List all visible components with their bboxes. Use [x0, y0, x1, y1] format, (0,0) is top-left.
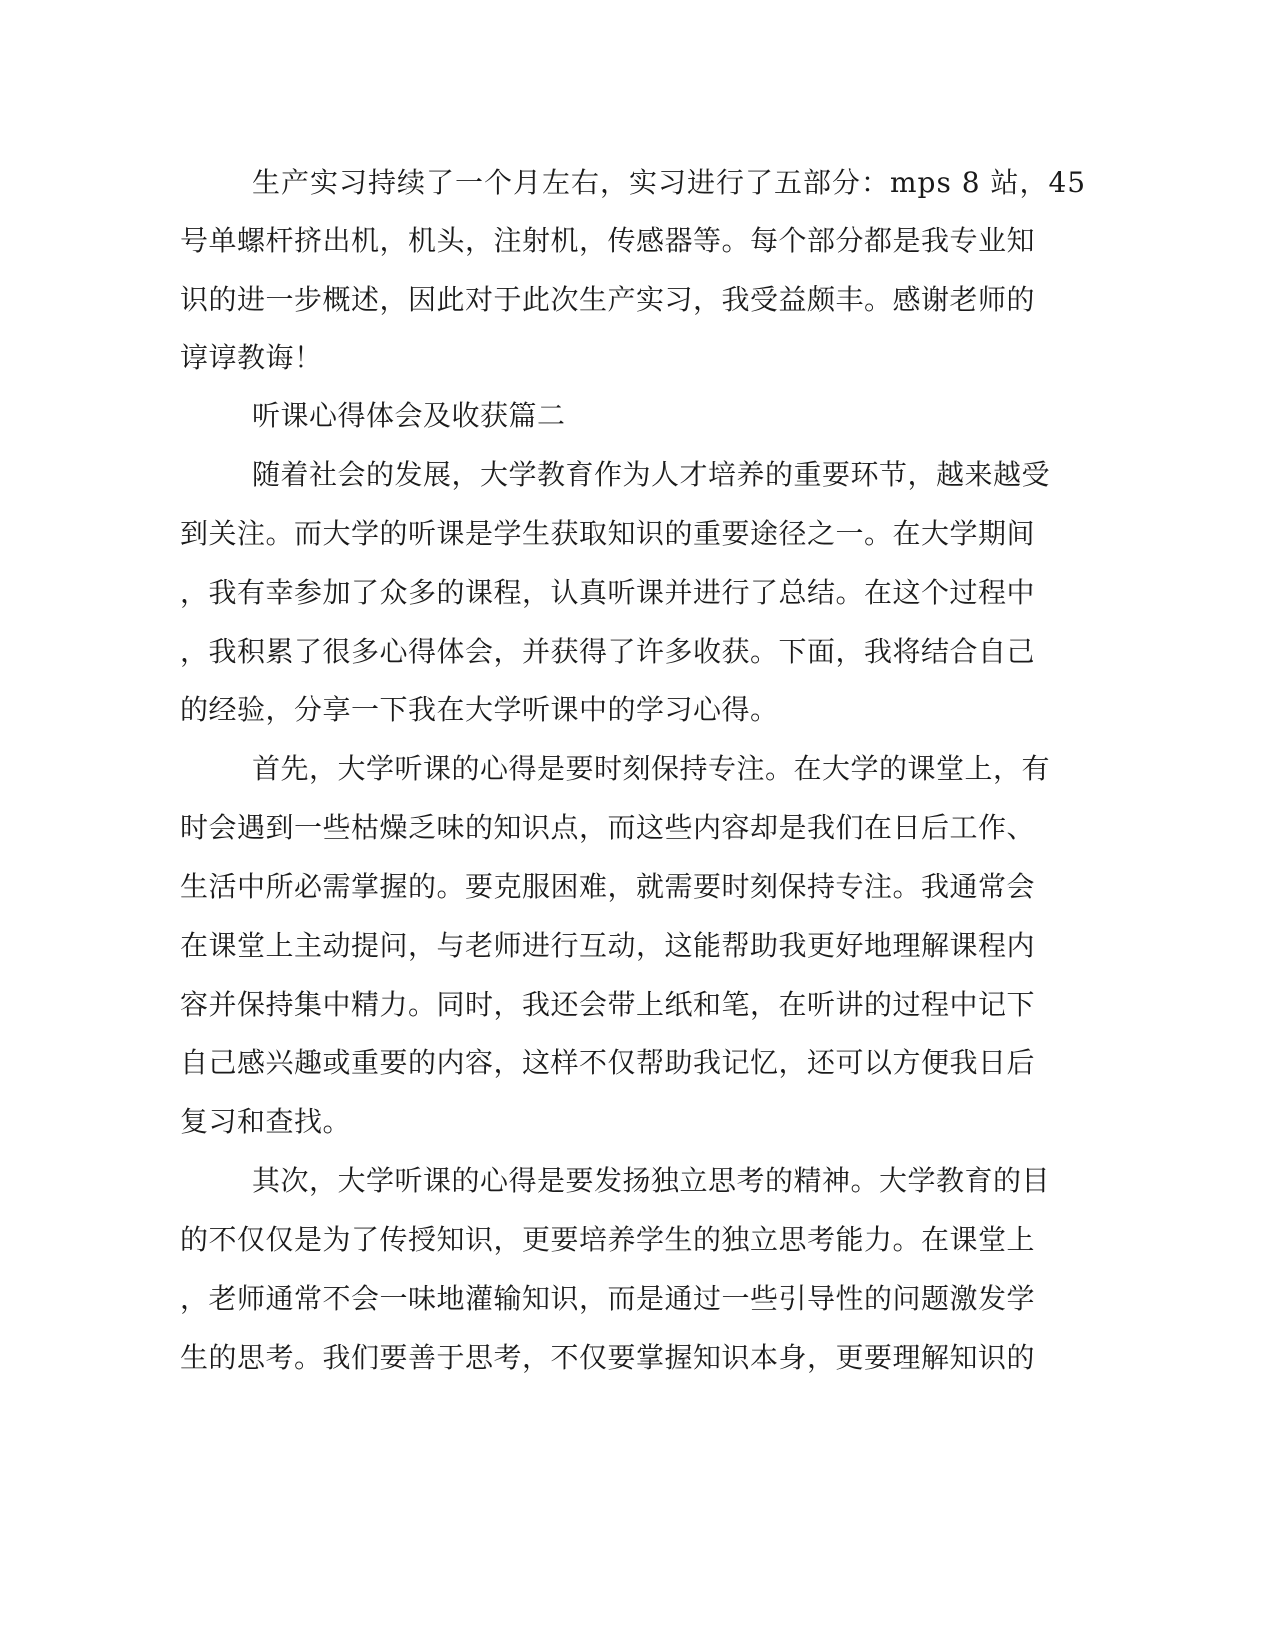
text-line: 识的进一步概述，因此对于此次生产实习，我受益颇丰。感谢老师的	[180, 283, 1036, 316]
section-heading: 听课心得体会及收获篇二	[252, 399, 566, 432]
text-line: 其次，大学听课的心得是要发扬独立思考的精神。大学教育的目	[252, 1164, 1051, 1197]
text-line: 生产实习持续了一个月左右，实习进行了五部分：mps 8 站，45	[252, 166, 1087, 199]
text-line: 谆谆教诲！	[180, 341, 323, 374]
text-line: 首先，大学听课的心得是要时刻保持专注。在大学的课堂上，有	[252, 752, 1051, 785]
text-line: 容并保持集中精力。同时，我还会带上纸和笔，在听讲的过程中记下	[180, 988, 1036, 1021]
text-line: 自己感兴趣或重要的内容，这样不仅帮助我记忆，还可以方便我日后	[180, 1046, 1036, 1079]
text-line: ，我积累了很多心得体会，并获得了许多收获。下面，我将结合自己	[180, 635, 1036, 668]
text-line: 复习和查找。	[180, 1105, 352, 1138]
text-line: ，我有幸参加了众多的课程，认真听课并进行了总结。在这个过程中	[180, 576, 1036, 609]
text-line: 生的思考。我们要善于思考，不仅要掌握知识本身，更要理解知识的	[180, 1341, 1036, 1374]
text-line: 时会遇到一些枯燥乏味的知识点，而这些内容却是我们在日后工作、	[180, 811, 1036, 844]
text-line: 的不仅仅是为了传授知识，更要培养学生的独立思考能力。在课堂上	[180, 1223, 1036, 1256]
text-line: 的经验，分享一下我在大学听课中的学习心得。	[180, 693, 779, 726]
text-line: 号单螺杆挤出机，机头，注射机，传感器等。每个部分都是我专业知	[180, 224, 1036, 257]
text-line: 在课堂上主动提问，与老师进行互动，这能帮助我更好地理解课程内	[180, 929, 1036, 962]
text-line: 生活中所必需掌握的。要克服困难，就需要时刻保持专注。我通常会	[180, 870, 1036, 903]
text-line: 随着社会的发展，大学教育作为人才培养的重要环节，越来越受	[252, 458, 1051, 491]
text-line: ，老师通常不会一味地灌输知识，而是通过一些引导性的问题激发学	[180, 1282, 1036, 1315]
text-line: 到关注。而大学的听课是学生获取知识的重要途径之一。在大学期间	[180, 517, 1036, 550]
